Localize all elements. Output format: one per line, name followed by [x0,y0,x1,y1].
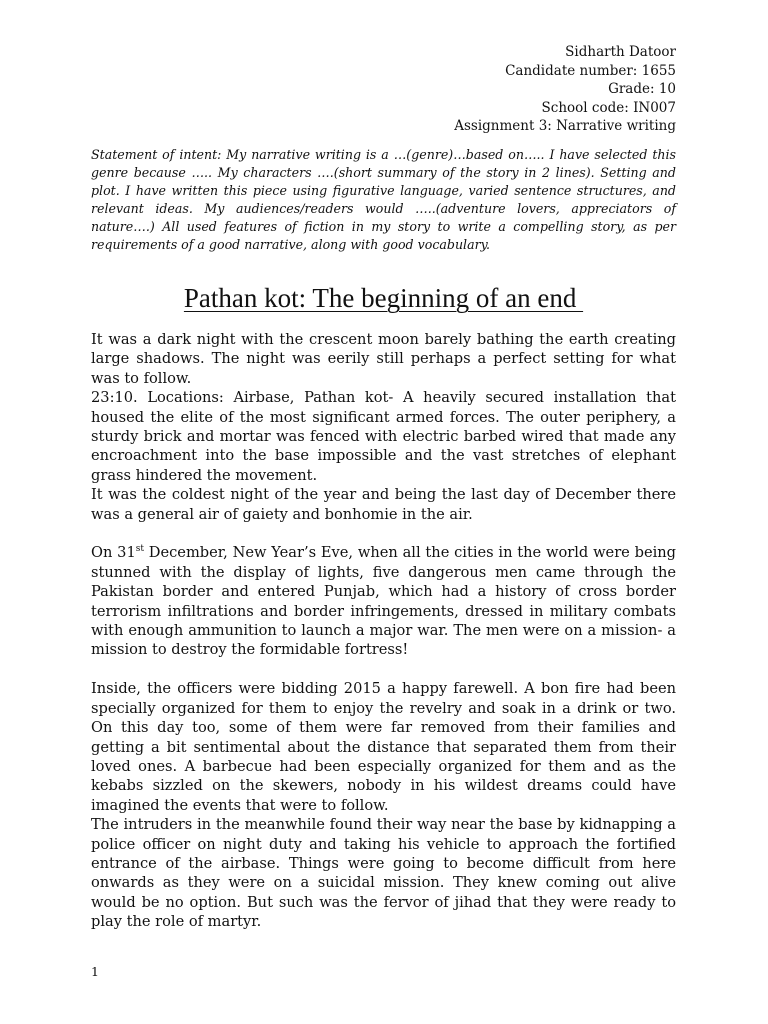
story-title: Pathan kot: The beginning of an end [183,283,584,313]
page-number: 1 [91,964,99,979]
paragraph: It was the coldest night of the year and being the last day of December there was a general air of gaiety and bonhomie in the air. [91,486,676,523]
story-body [91,330,676,932]
paragraph: It was a dark night with the crescent moon barely bathing the earth creating large shadows. The night was eerily still perhaps a perfect setting for what was to follow. [91,331,676,387]
assignment: Assignment 3: Narrative writing [454,118,676,135]
paragraph-rest: December, New Year’s Eve, when all the cities in the world were being stunned with the display of lights, five dangerous men came through the Pakistan border and entered Punjab, which had a history of cross border terrorism infiltrations and border infringements, dressed in military combats with enough ammunition to launch a major war. The men were on a mission- a mission to destroy the formidable fortress! [91,544,676,659]
paragraph-start: On 31 [91,544,136,562]
paragraph: 23:10. Locations: Airbase, Pathan kot- A heavily secured installation that housed the elite of the most significant armed forces. The outer periphery, a sturdy brick and mortar was fenced with electric barbed wired that made any encroachment into the base impossible and the vast stretches of elephant grass hindered the movement. [91,389,676,484]
paragraph [91,543,676,659]
author-header [454,43,676,136]
author-name: Sidharth Datoor [565,44,676,60]
paragraph: The intruders in the meanwhile found their way near the base by kidnapping a police officer on night duty and taking his vehicle to approach the fortified entrance of the airbase. Things were going to become difficult from here onwards as they were on a suicidal mission. They knew coming out alive would be no option. But such was the fervor of jihad that they were ready to play the role of martyr. [91,816,676,931]
grade: Grade: 10 [608,81,676,98]
paragraph: Inside, the officers were bidding 2015 a happy farewell. A bon fire had been specially organized for them to enjoy the revelry and soak in a drink or two. On this day too, some of them were far removed from their families and getting a bit sentimental about the distance that separated them from their loved ones. A barbecue had been especially organized for them and as the kebabs sizzled on the skewers, nobody in his wildest dreams could have imagined the events that were to follow. [91,680,676,814]
school-code: School code: IN007 [541,99,676,116]
candidate-number: Candidate number: 1655 [505,62,676,79]
statement-of-intent: Statement of intent: My narrative writing is a …(genre)…based on….. I have selected this genre because ….. My characters ….(short summary of the story in 2 lines). Setting and plot. I have written this piece using figurative language, varied sentence structures, and relevant ideas. My audiences/readers would …..(adventure lovers, appreciators of nature….) All used features of fiction in my story to write a compelling story, as per requirements of a good narrative, along with good vocabulary. [91,147,676,253]
ordinal-suffix: st [135,544,144,555]
